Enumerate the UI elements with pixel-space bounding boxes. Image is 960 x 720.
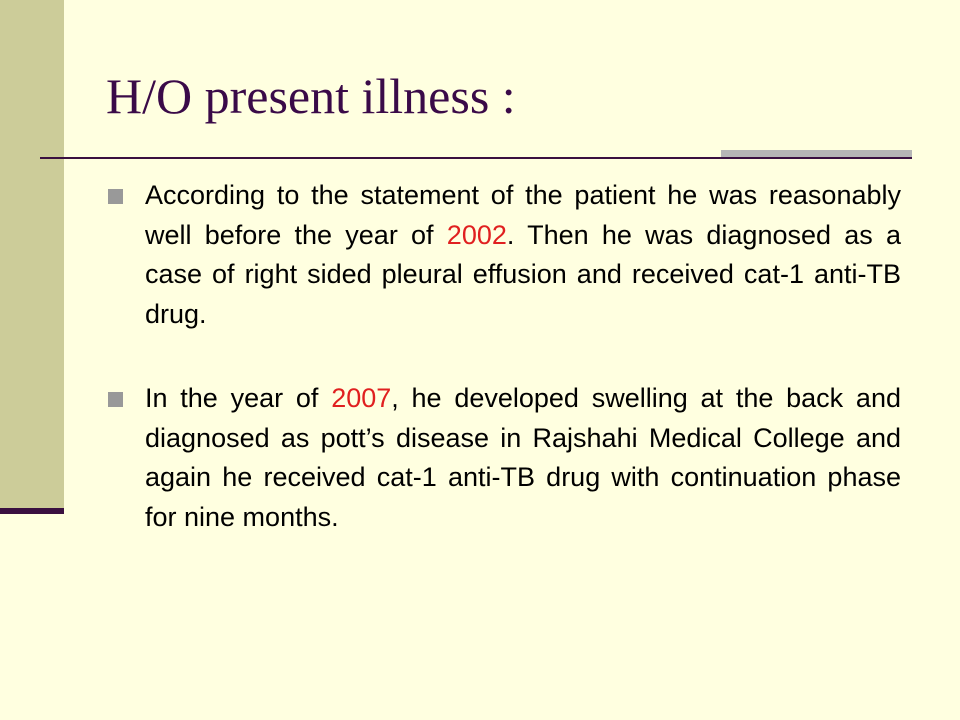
slide-title: H/O present illness :: [106, 68, 516, 124]
bullet-text: [145, 176, 901, 334]
bullet-text-before-year: According to the statement of the patient he was reasonably well before the year of: [145, 180, 901, 250]
highlighted-year: 2007: [331, 383, 392, 413]
bullet-text-before-year: In the year of: [145, 383, 332, 413]
left-decorative-band: [0, 0, 64, 510]
left-band-divider: [0, 508, 64, 514]
bullet-text-after-year: , he developed swelling at the back and diagnosed as pott’s disease in Rajshahi Medical College and again he received cat-1 anti-TB drug with continuation phase for nine months.: [145, 383, 901, 532]
highlighted-year: 2002: [446, 219, 507, 250]
title-underline-accent: [721, 150, 912, 157]
square-bullet-icon: [108, 392, 123, 407]
bullet-text-after-year: . Then he was diagnosed as a case of right sided pleural effusion and received cat-1 anti-TB drug.: [145, 219, 901, 329]
square-bullet-icon: [108, 189, 123, 204]
bullet-text: [145, 379, 901, 537]
title-underline-rule: [40, 157, 912, 159]
